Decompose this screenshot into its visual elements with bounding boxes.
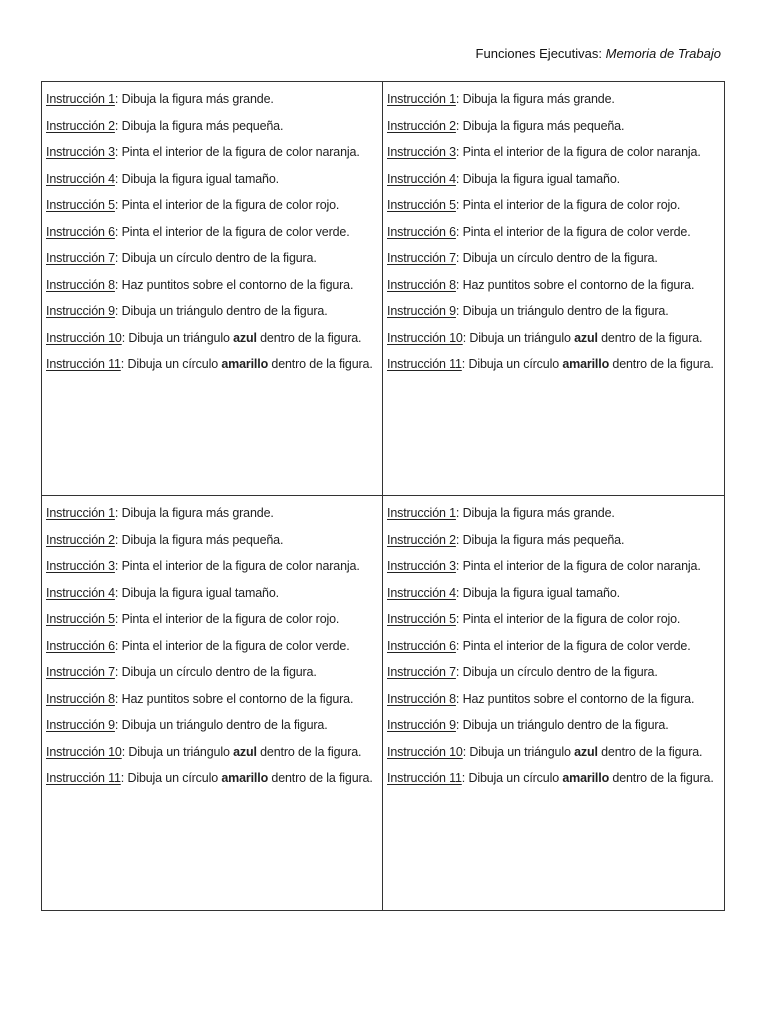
instruction-text: : Pinta el interior de la figura de color naranja. [455,559,701,573]
instruction-label: Instrucción 1 [387,506,456,520]
instruction-item [387,223,720,242]
instruction-label: Instrucción 7 [46,251,115,265]
instruction-cell-bottom-right [383,496,724,910]
instruction-item [46,196,378,215]
instruction-text: : Dibuja la figura más pequeña. [114,532,284,547]
instruction-text: : Dibuja un círculo dentro de la figura. [455,251,658,265]
instruction-item [46,223,378,242]
instruction-text: : Dibuja un círculo dentro de la figura. [114,251,317,265]
instruction-item [387,557,720,576]
instruction-text: : Dibuja la figura más pequeña. [114,118,284,133]
instruction-text: : Dibuja la figura más grande. [455,506,615,520]
instruction-label: Instrucción 9 [46,304,115,318]
instruction-label: Instrucción 8 [46,277,115,292]
instruction-label: Instrucción 10 [46,330,122,345]
instruction-text: : Pinta el interior de la figura de color verde. [114,638,350,653]
instruction-label: Instrucción 7 [46,665,115,679]
instruction-cell-bottom-left [42,496,383,910]
instruction-item [46,302,378,321]
instruction-label: Instrucción 1 [46,506,115,520]
instruction-item [387,170,720,189]
instruction-label: Instrucción 1 [46,92,115,106]
instruction-item [387,531,720,550]
instruction-cell-top-left [42,82,383,496]
instruction-text: : Dibuja un triángulo dentro de la figura. [114,304,328,318]
instruction-label: Instrucción 4 [387,171,456,186]
instruction-item [387,637,720,656]
instruction-text: : Pinta el interior de la figura de color rojo. [455,612,681,626]
instruction-label: Instrucción 10 [387,330,463,345]
instruction-item [387,504,720,523]
instruction-text: : Dibuja un círculo [120,357,222,371]
instruction-item [46,637,378,656]
instruction-item [46,329,378,348]
instruction-text: : Dibuja un triángulo [462,330,575,345]
instruction-color-word: azul [574,744,598,759]
instruction-label: Instrucción 4 [387,585,456,600]
instruction-label: Instrucción 6 [387,638,456,653]
instruction-label: Instrucción 8 [387,691,456,706]
instruction-item [46,249,378,268]
instruction-item [387,302,720,321]
instruction-label: Instrucción 3 [46,559,115,573]
instruction-label: Instrucción 10 [387,744,463,759]
instruction-color-word: amarillo [221,771,269,785]
instruction-color-word: azul [233,744,257,759]
instruction-text: : Haz puntitos sobre el contorno de la figura. [455,691,695,706]
instruction-text: : Pinta el interior de la figura de color rojo. [114,198,340,212]
instruction-label: Instrucción 5 [46,612,115,626]
instruction-item [46,90,378,109]
instruction-text: : Dibuja la figura más grande. [455,92,615,106]
instruction-text: : Pinta el interior de la figura de color verde. [455,638,691,653]
instruction-item [387,249,720,268]
instruction-item [46,117,378,136]
instruction-text: : Dibuja un círculo [461,357,563,371]
instruction-item [387,610,720,629]
instruction-item [46,743,378,762]
instruction-text: : Pinta el interior de la figura de color rojo. [455,198,681,212]
instruction-label: Instrucción 1 [387,92,456,106]
instruction-item [387,743,720,762]
instruction-text: : Dibuja la figura más grande. [114,92,274,106]
instruction-label: Instrucción 9 [387,304,456,318]
instruction-label: Instrucción 7 [387,251,456,265]
instruction-label: Instrucción 8 [387,277,456,292]
instruction-text: : Dibuja un triángulo dentro de la figura. [114,718,328,732]
instruction-item [46,531,378,550]
instruction-text-end: dentro de la figura. [597,744,703,759]
instruction-label: Instrucción 6 [387,224,456,239]
instruction-item [46,504,378,523]
instruction-text-end: dentro de la figura. [609,357,714,371]
instruction-text: : Haz puntitos sobre el contorno de la figura. [455,277,695,292]
instruction-text: : Haz puntitos sobre el contorno de la figura. [114,691,354,706]
instruction-label: Instrucción 5 [46,198,115,212]
instruction-item [46,584,378,603]
instruction-item [387,716,720,735]
instruction-label: Instrucción 7 [387,665,456,679]
instruction-label: Instrucción 11 [46,357,121,371]
instruction-color-word: amarillo [221,357,269,371]
instruction-item [387,584,720,603]
instruction-item [46,663,378,682]
instruction-item [387,329,720,348]
instruction-label: Instrucción 5 [387,198,456,212]
instruction-label: Instrucción 2 [387,532,456,547]
instruction-label: Instrucción 2 [46,118,115,133]
instruction-text: : Dibuja la figura igual tamaño. [114,585,279,600]
instruction-item [387,355,720,374]
instruction-label: Instrucción 10 [46,744,122,759]
instruction-item [46,276,378,295]
instruction-color-word: azul [233,330,257,345]
instruction-item [387,769,720,788]
instruction-label: Instrucción 3 [387,559,456,573]
instruction-text: : Pinta el interior de la figura de color naranja. [455,145,701,159]
instruction-text: : Dibuja la figura igual tamaño. [455,171,620,186]
instruction-text: : Haz puntitos sobre el contorno de la figura. [114,277,354,292]
instruction-text: : Dibuja un triángulo [462,744,575,759]
instruction-text-end: dentro de la figura. [609,771,714,785]
instruction-label: Instrucción 9 [387,718,456,732]
instruction-text: : Pinta el interior de la figura de color verde. [114,224,350,239]
instruction-color-word: amarillo [562,771,610,785]
instruction-label: Instrucción 6 [46,638,115,653]
instruction-text-end: dentro de la figura. [268,357,373,371]
instruction-item [387,90,720,109]
instruction-text: : Dibuja un círculo [120,771,222,785]
header-prefix: Funciones Ejecutivas: [475,46,606,61]
instruction-label: Instrucción 6 [46,224,115,239]
instruction-text: : Dibuja un triángulo [121,744,234,759]
instruction-label: Instrucción 2 [387,118,456,133]
instruction-text: : Dibuja un triángulo dentro de la figura. [455,718,669,732]
instruction-cell-top-right [383,82,724,496]
instruction-text: : Pinta el interior de la figura de color rojo. [114,612,340,626]
instruction-text: : Dibuja la figura más grande. [114,506,274,520]
instruction-label: Instrucción 9 [46,718,115,732]
instruction-item [46,170,378,189]
instruction-text: : Dibuja un círculo [461,771,563,785]
instruction-label: Instrucción 11 [46,771,121,785]
instruction-label: Instrucción 11 [387,357,462,371]
instruction-text: : Dibuja un triángulo [121,330,234,345]
instruction-label: Instrucción 8 [46,691,115,706]
instruction-item [46,557,378,576]
instruction-label: Instrucción 4 [46,585,115,600]
instruction-text: : Pinta el interior de la figura de color verde. [455,224,691,239]
instruction-text: : Dibuja un círculo dentro de la figura. [455,665,658,679]
instruction-label: Instrucción 3 [387,145,456,159]
instruction-table [41,81,725,911]
instruction-color-word: azul [574,330,598,345]
instruction-text: : Dibuja la figura más pequeña. [455,532,625,547]
instruction-item [387,276,720,295]
header-subtitle: Memoria de Trabajo [605,46,721,61]
instruction-text: : Dibuja un círculo dentro de la figura. [114,665,317,679]
instruction-text-end: dentro de la figura. [256,744,362,759]
instruction-color-word: amarillo [562,357,610,371]
instruction-item [387,690,720,709]
instruction-item [46,716,378,735]
instruction-item [387,143,720,162]
instruction-label: Instrucción 4 [46,171,115,186]
instruction-label: Instrucción 5 [387,612,456,626]
instruction-label: Instrucción 2 [46,532,115,547]
instruction-item [46,769,378,788]
instruction-item [46,355,378,374]
instruction-label: Instrucción 11 [387,771,462,785]
instruction-item [46,610,378,629]
instruction-item [46,690,378,709]
page-header [476,46,721,62]
instruction-text-end: dentro de la figura. [597,330,703,345]
instruction-text: : Dibuja la figura igual tamaño. [114,171,279,186]
instruction-item [46,143,378,162]
instruction-text: : Dibuja un triángulo dentro de la figura. [455,304,669,318]
instruction-text: : Dibuja la figura más pequeña. [455,118,625,133]
instruction-text: : Dibuja la figura igual tamaño. [455,585,620,600]
instruction-item [387,196,720,215]
instruction-item [387,117,720,136]
instruction-text: : Pinta el interior de la figura de color naranja. [114,559,360,573]
instruction-item [387,663,720,682]
instruction-text-end: dentro de la figura. [256,330,362,345]
instruction-text-end: dentro de la figura. [268,771,373,785]
instruction-label: Instrucción 3 [46,145,115,159]
instruction-text: : Pinta el interior de la figura de color naranja. [114,145,360,159]
